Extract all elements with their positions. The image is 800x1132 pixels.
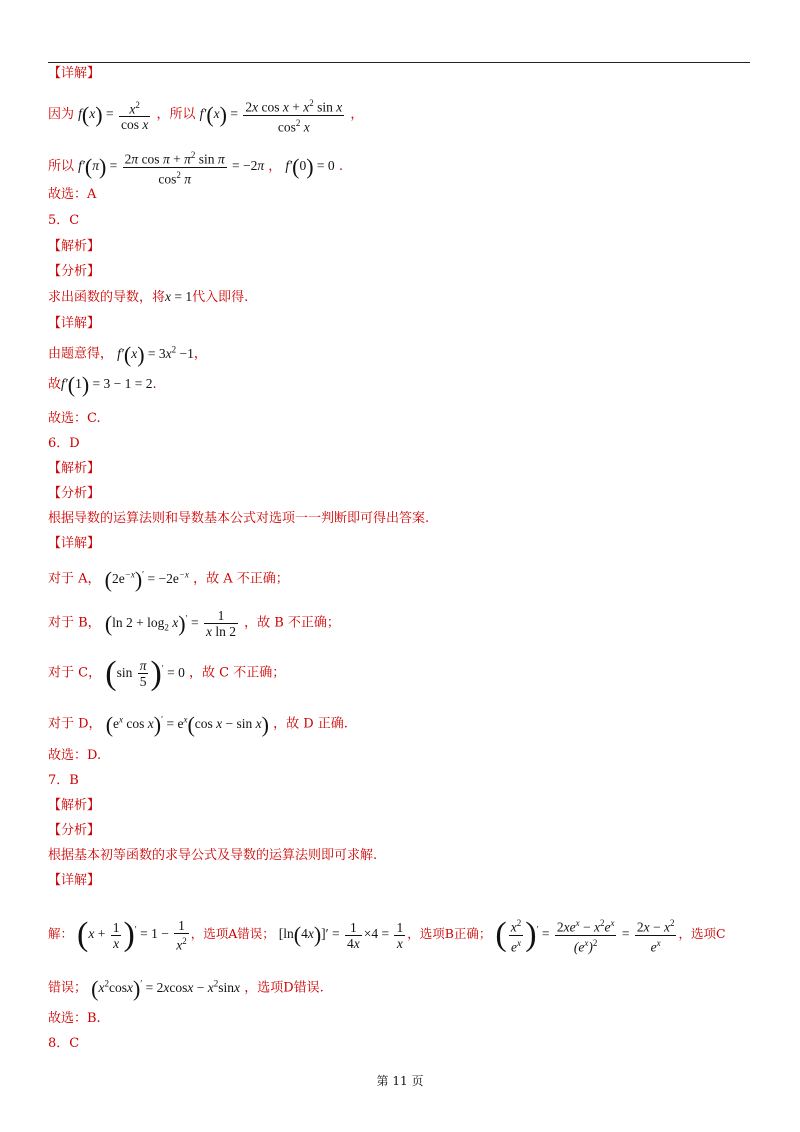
text-line: 因为 f(x) = $\frac{x^2}{\text{cos x}}$ ，所以 f′(x) = $\frac{2x \cos x + x^2 \sin x}{\cos^2 x}$ ， bbox=[48, 98, 364, 134]
section-heading: 【解析】 bbox=[48, 239, 101, 254]
math-expression: $f'(x) = 3x^2 -1$ bbox=[117, 341, 194, 367]
section-heading: 【解析】 bbox=[48, 798, 101, 813]
section-heading: 【分析】 bbox=[48, 823, 101, 838]
math-expression: (x + $\frac{1}{x}$ )′ = 1 − $\frac{1}{x^2}$ bbox=[77, 916, 187, 953]
text-line: 根据基本初等函数的求导公式及导数的运算法则即可求解. bbox=[48, 848, 378, 863]
section-heading: 【详解】 bbox=[48, 66, 101, 81]
header-rule bbox=[48, 62, 750, 63]
math-expression: $(x^2\cos x)' = 2xcosx - x^2\sin x$ bbox=[91, 975, 241, 1001]
math-expression: (sin $\frac{\pi}{5}$ )′ = 0 bbox=[105, 654, 185, 692]
text-line: 错误； $(x^2\cos x)' = 2xcosx - x^2\sin x$ ，选项D错误. bbox=[48, 975, 324, 1001]
section-heading: 【详解】 bbox=[48, 536, 101, 551]
answer-line: 故选：A bbox=[48, 187, 97, 202]
text-line: 对于 B， (ln $2 + \log_2 x)'$ = $\frac{1}{\text{x ln 2}}$ ，故 B 不正确； bbox=[48, 608, 340, 639]
question-number: 7．B bbox=[48, 773, 79, 788]
math-expression: f′(π) = $\frac{2\pi \cos \pi + \pi^2 \sin \pi}{\cos^2 \pi}$ = −2π bbox=[78, 150, 265, 186]
question-number: 5．C bbox=[48, 213, 80, 228]
math-expression: f′(x) = $\frac{2x \cos x + x^2 \sin x}{\cos^2 x}$ bbox=[199, 98, 343, 134]
math-expression: f(x) = $\frac{x^2}{\text{cos x}}$ bbox=[78, 99, 149, 133]
math-expression: ($e^x$ $\cos x)' = e^x(\cos$ x − sin x) bbox=[105, 711, 269, 737]
text-line: 根据导数的运算法则和导数基本公式对选项一一判断即可得出答案. bbox=[48, 511, 430, 526]
answer-line: 故选：C. bbox=[48, 411, 101, 426]
section-heading: 【详解】 bbox=[48, 873, 101, 888]
section-heading: 【详解】 bbox=[48, 316, 101, 331]
text-line: 故f′(1) = 3 − 1 = 2. bbox=[48, 371, 157, 397]
question-number: 6．D bbox=[48, 436, 80, 451]
text-line: 对于 D， ($e^x$ $\cos x)' = e^x(\cos$ x − sin x) ，故 D 正确. bbox=[48, 711, 348, 737]
question-number: 8．C bbox=[48, 1036, 80, 1051]
text-line: 由题意得， $f'(x) = 3x^2 -1$， bbox=[48, 341, 207, 367]
text-line: 解： (x + $\frac{1}{x}$ )′ = 1 − $\frac{1}{x^2}$ ，选项A错误； [ln(4x)]′ = $\frac{1}{4x}$ ×4 = $\frac{1}{x}$ ，选项B正确； ( $\frac{x^2}{e^x}$ )′ = $\frac{2xe^x - x^2e^x}{(e^x)^2}$ = $\frac{2x - x^2}{e^x}$ ，选项C bbox=[48, 916, 726, 954]
math-expression: f′(1) = 3 − 1 = 2 bbox=[61, 371, 153, 397]
text-line: 对于 C， (sin $\frac{\pi}{5}$ )′ = 0 ，故 C 不正确； bbox=[48, 654, 286, 692]
page-number: 第 11 页 bbox=[376, 1074, 424, 1088]
section-heading: 【分析】 bbox=[48, 486, 101, 501]
text-line: 求出函数的导数，将x = 1代入即得. bbox=[48, 289, 249, 305]
math-expression: x = 1 bbox=[165, 289, 193, 304]
text-line: 对于 A， $(2e^{-x})' = -2e^{-x}$ ，故 A 不正确； bbox=[48, 566, 289, 592]
math-expression: [ln(4x)]′ = $\frac{1}{4x}$ ×4 = $\frac{1}{x}$ bbox=[278, 919, 404, 951]
answer-line: 故选：B. bbox=[48, 1011, 101, 1026]
math-expression: f′(0) = 0 bbox=[285, 154, 335, 179]
math-expression: ( $\frac{x^2}{e^x}$ )′ = $\frac{2xe^x - x^2e^x}{(e^x)^2}$ = $\frac{2x - x^2}{e^x}$ bbox=[495, 916, 675, 954]
section-heading: 【解析】 bbox=[48, 461, 101, 476]
math-expression: (ln $2 + \log_2 x)'$ = $\frac{1}{\text{x ln 2}}$ bbox=[104, 608, 236, 639]
section-heading: 【分析】 bbox=[48, 264, 101, 279]
answer-line: 故选：D. bbox=[48, 748, 102, 763]
math-expression: $(2e^{-x})' = -2e^{-x}$ bbox=[104, 566, 189, 592]
text-line: 所以 f′(π) = $\frac{2\pi \cos \pi + \pi^2 \sin \pi}{\cos^2 \pi}$ = −2π ， f′(0) = 0 . bbox=[48, 150, 343, 186]
